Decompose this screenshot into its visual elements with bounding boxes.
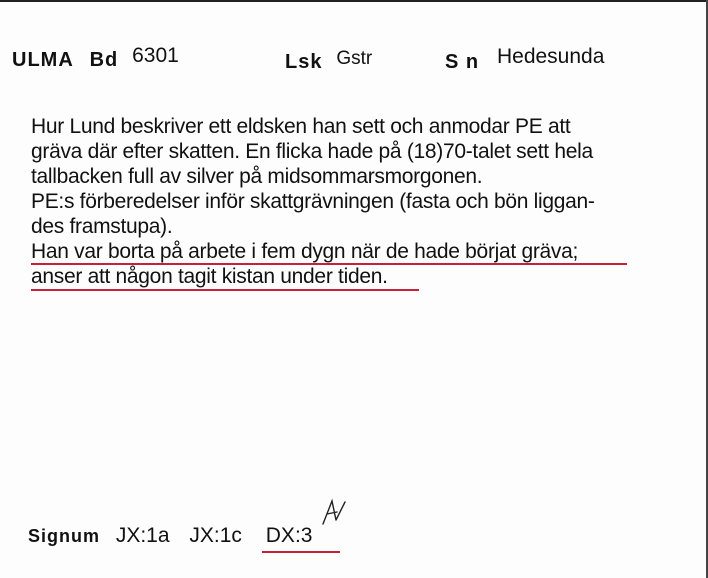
signum-item-text: DX:3 [265,524,313,547]
red-underline [262,551,340,553]
signum-item: JX:1a [115,524,170,547]
archive-field [12,44,179,73]
body-line-text: Han var borta på arbete i fem dygn när de hade börjat gräva; [31,240,579,263]
card-body-text [31,114,691,289]
archive-label: ULMA [12,49,74,71]
parish-value: Hedesunda [496,45,605,68]
body-line-text: anser att någon tagit kistan under tiden. [31,265,388,288]
body-line: tallbacken full av silver på midsommarsmorgonen. [31,165,483,188]
body-line: des framstupa). [31,215,173,238]
volume-value: 6301 [132,44,179,67]
volume-label: Bd [89,49,119,71]
body-line: Hur Lund beskriver ett eldsken han sett och anmodar PE att [31,115,571,138]
red-underline [31,289,419,291]
signum-item: JX:1c [189,524,242,547]
parish-label: S n [445,51,480,73]
body-line-underlined [31,264,691,289]
handwritten-annotation-mark [320,498,348,528]
body-line: PE:s förberedelser inför skattgrävningen (fasta och bön liggan- [31,190,595,213]
county-label: Lsk [285,51,323,73]
body-line: gräva där efter skatten. En flicka hade på (18)70-talet sett hela [31,140,593,163]
signum-label: Signum [28,526,100,546]
signum-row [28,524,326,548]
county-value: Gstr [336,48,373,69]
body-line-underlined [31,239,691,264]
parish-field [445,44,605,73]
county-field [285,45,372,72]
card-border-top [0,0,708,2]
signum-item-marked [266,524,313,547]
